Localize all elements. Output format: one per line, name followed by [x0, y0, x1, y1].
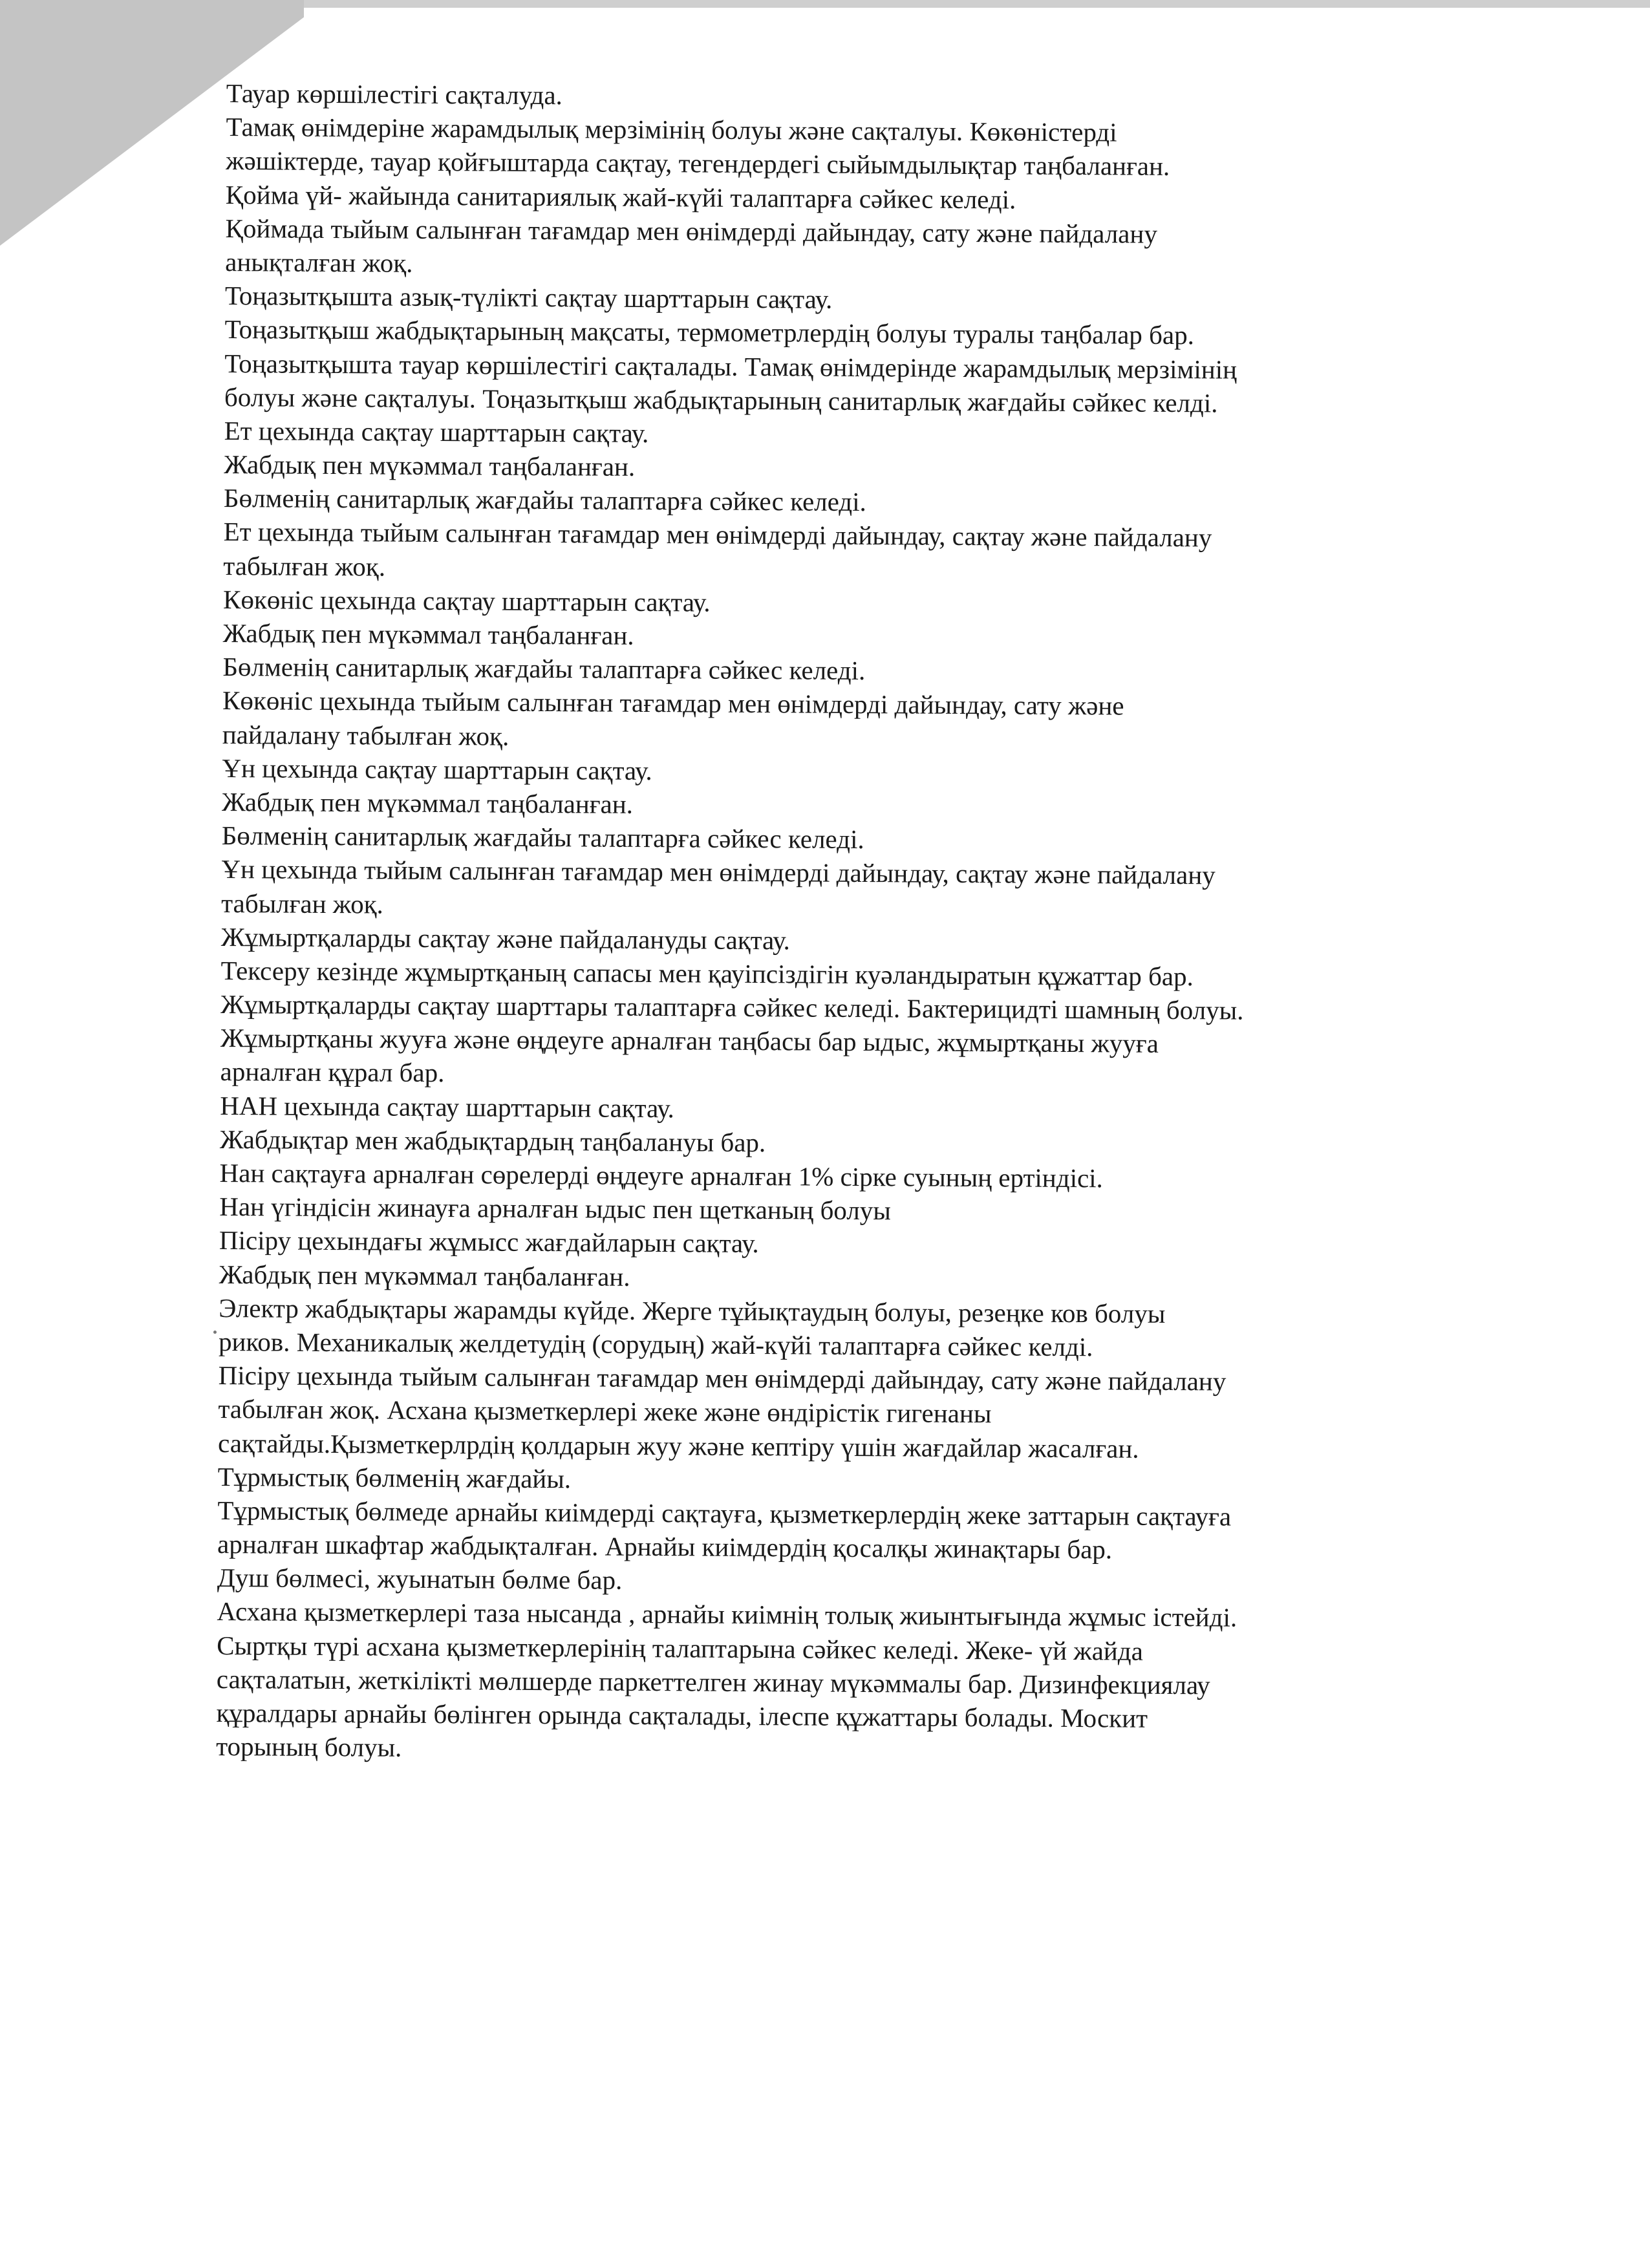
document-line: Бөлменің санитарлық жағдайы талаптарға сәйкес келеді. — [222, 652, 866, 686]
document-line: құралдары арнайы бөлінген орында сақталады, ілеспе құжаттары болады. Москит — [216, 1697, 1148, 1733]
document-line: Ет цехында тыйым салынған тағамдар мен өнімдерді дайындау, сақтау және пайдалану — [223, 517, 1212, 553]
document-line: анықталған жоқ. — [225, 246, 413, 278]
document-line: болуы және сақталуы. Тоңазытқыш жабдықтарының санитарлық жағдайы сәйкес келді. — [224, 381, 1218, 418]
document-line: Электр жабдықтары жарамды күйде. Жерге тұйықтаудың болуы, резеңке ков болуы — [219, 1292, 1166, 1329]
document-line: табылған жоқ. — [221, 888, 383, 919]
document-line: Жабдық пен мүкәммал таңбаланған. — [219, 1259, 630, 1292]
document-line: Жұмыртқаны жууға және өңдеуге арналған таңбасы бар ыдыс, жұмыртқаны жууға — [220, 1023, 1159, 1059]
document-line: риков. Механикалық желдетудің (сорудың) жай-күйі талаптарға сәйкес келді. — [218, 1326, 1093, 1362]
document-line: Душ бөлмесі, жуынатын бөлме бар. — [217, 1563, 623, 1596]
document-line: Ет цехында сақтау шарттарын сақтау. — [224, 415, 649, 448]
document-line: арналған құрал бар. — [220, 1056, 445, 1088]
document-line: Тұрмыстық бөлмеде арнайы киімдерді сақтауға, қызметкерлердің жеке заттарын сақтауға — [217, 1495, 1232, 1532]
document-line: Тауар көршілестігі сақталуда. — [226, 78, 563, 111]
document-line: Қойма үй- жайында санитариялық жай-күйі талаптарға сәйкес келеді. — [225, 179, 1016, 215]
scan-top-edge — [304, 0, 1650, 8]
document-line: Бөлменің санитарлық жағдайы талаптарға сәйкес келеді. — [223, 483, 867, 517]
document-line: Тоңазытқышта азық-түлікті сақтау шарттарын сақтау. — [224, 281, 833, 314]
document-line: Тұрмыстық бөлменің жағдайы. — [217, 1461, 572, 1493]
document-line: Ұн цехында сақтау шарттарын сақтау. — [222, 753, 652, 786]
document-body — [216, 76, 1571, 1771]
document-line: Қоймада тыйым салынған тағамдар мен өнімдерді дайындау, сату және пайдалану — [225, 213, 1158, 249]
document-line: НАН цехында сақтау шарттарын сақтау. — [220, 1090, 674, 1123]
document-line: Жабдық пен мүкәммал таңбаланған. — [222, 786, 634, 819]
document-line: Көкөніс цехында тыйым салынған тағамдар мен өнімдерді дайындау, сату және — [222, 685, 1124, 721]
document-line: Жабдықтар мен жабдықтардың таңбалануы бар. — [219, 1124, 766, 1157]
document-line: Пісіру цехында тыйым салынған тағамдар мен өнімдерді дайындау, сату және пайдалану — [218, 1360, 1227, 1396]
document-line: Көкөніс цехында сақтау шарттарын сақтау. — [222, 584, 711, 617]
document-line: Тексеру кезінде жұмыртқаның сапасы мен қауіпсіздігін куәландыратын құжаттар бар. — [220, 955, 1194, 992]
document-line: Сыртқы түрі асхана қызметкерлерінің талаптарына сәйкес келеді. Жеке- үй жайда — [217, 1630, 1144, 1666]
document-line: Нан сақтауға арналған сөрелерді өңдеуге арналған 1% сірке суының ертіндісі. — [219, 1157, 1104, 1193]
document-line: жәшіктерде, тауар қойғыштарда сақтау, тегендердегі сыйымдылықтар таңбаланған. — [226, 145, 1170, 182]
document-line: Тоңазытқышта тауар көршілестігі сақталады. Тамақ өнімдерінде жарамдылық мерзімінің — [224, 348, 1238, 385]
document-line: Тамақ өнімдеріне жарамдылық мерзімінің болуы және сақталуы. Көкөністерді — [226, 112, 1117, 147]
document-line: табылған жоқ. — [223, 550, 386, 582]
document-line: Бөлменің санитарлық жағдайы талаптарға сәйкес келеді. — [221, 820, 864, 855]
document-line: сақталатын, жеткілікті мөлшерде паркеттелген жинау мүкәммалы бар. Дизинфекциялау — [216, 1664, 1210, 1700]
document-line: Тоңазытқыш жабдықтарының мақсаты, термометрлердің болуы туралы таңбалар бар. — [224, 314, 1195, 350]
scan-speck — [213, 1331, 217, 1334]
document-line: сақтайды.Қызметкерлрдің қолдарын жуу және кептіру үшін жағдайлар жасалған. — [217, 1428, 1139, 1464]
document-line: Жұмыртқаларды сақтау және пайдалануды сақтау. — [220, 921, 791, 956]
document-line: Жабдық пен мүкәммал таңбаланған. — [222, 617, 634, 650]
document-line: Пісіру цехындағы жұмысс жағдайларын сақтау. — [219, 1225, 759, 1259]
document-line: Асхана қызметкерлері таза нысанда , арнайы киімнің толық жиынтығында жұмыс істейді. — [217, 1596, 1238, 1633]
document-line: Жабдық пен мүкәммал таңбаланған. — [224, 449, 636, 482]
document-line: арналған шкафтар жабдықталған. Арнайы киімдердің қосалқы жинақтары бар. — [217, 1529, 1113, 1565]
document-line: табылған жоқ. Асхана қызметкерлері жеке және өндірістік гигенаны — [218, 1394, 992, 1429]
document-line: Жұмыртқаларды сақтау шарттары талаптарға сәйкес келеді. Бактерицидті шамның болуы. — [220, 989, 1244, 1025]
document-line: торының болуы. — [216, 1731, 402, 1762]
document-line: Нан үгіндісін жинауға арналған ыдыс пен щетканың болуы — [219, 1192, 892, 1226]
document-line: пайдалану табылған жоқ. — [222, 719, 509, 751]
document-line: Ұн цехында тыйым салынған тағамдар мен өнімдерді дайындау, сақтау және пайдалану — [221, 854, 1216, 890]
